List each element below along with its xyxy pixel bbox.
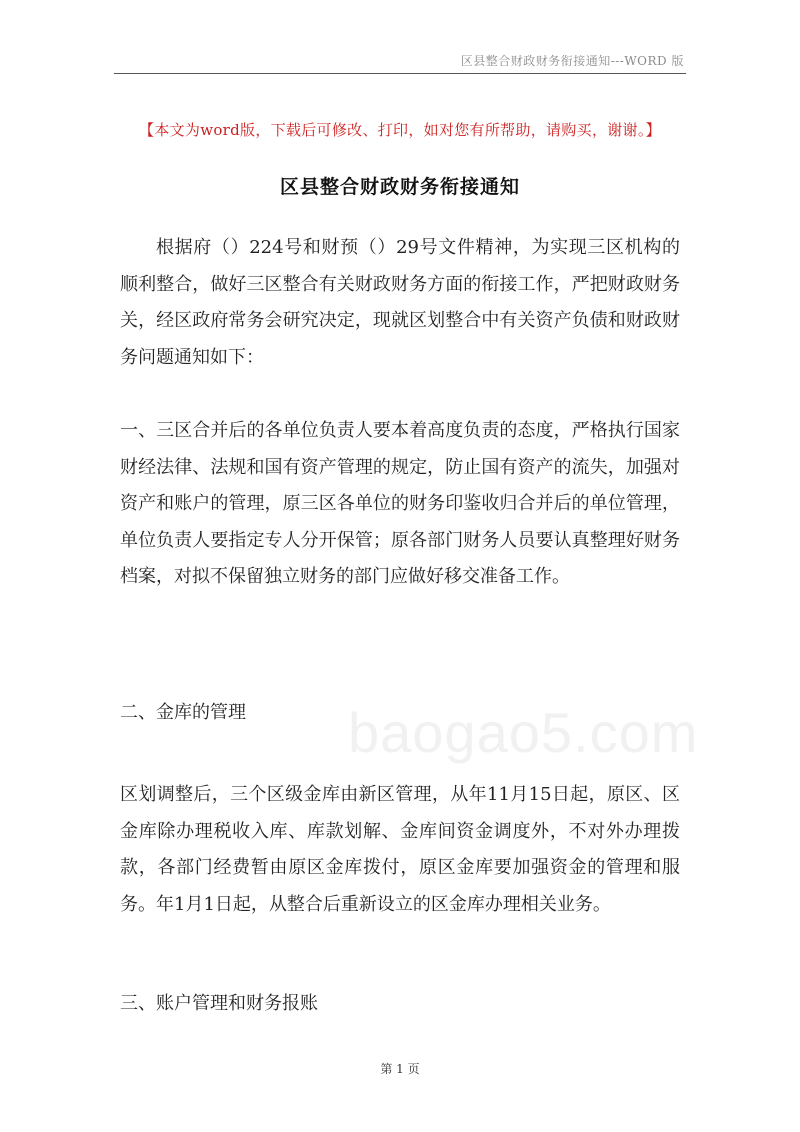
- paragraph-section-2: 区划调整后，三个区级金库由新区管理，从年11月15日起，原区、区金库除办理税收入库、库款划解、金库间资金调度外，不对外办理拨款，各部门经费暂由原区金库拨付，原区金库要加强资金的管理和服务。年1月1日起，从整合后重新设立的区金库办理相关业务。: [120, 784, 680, 915]
- page-number: 第 1 页: [380, 1062, 420, 1076]
- heading-section-3-block: [120, 986, 680, 1023]
- paragraph-intro-block: [120, 230, 680, 376]
- paragraph-section-1-block: [120, 413, 680, 596]
- heading-section-2-block: [120, 695, 680, 732]
- heading-section-2: 二、金库的管理: [120, 702, 246, 723]
- heading-section-3: 三、账户管理和财务报账: [120, 993, 318, 1014]
- watermark: baogao5.com: [348, 701, 699, 764]
- purchase-notice: 【本文为word版，下载后可修改、打印，如对您有所帮助，请购买，谢谢。】: [139, 121, 661, 139]
- paragraph-intro: 根据府（）224号和财预（）29号文件精神，为实现三区机构的顺利整合，做好三区整合有关财政财务方面的衔接工作，严把财政财务关，经区政府常务会研究决定，现就区划整合中有关资产负债和财政财务问题通知如下：: [120, 237, 680, 368]
- header-divider: [114, 73, 686, 74]
- document-title: 区县整合财政财务衔接通知: [279, 176, 520, 198]
- running-header: 区县整合财政财务衔接通知---WORD 版: [460, 54, 684, 68]
- paragraph-section-2-block: [120, 777, 680, 923]
- paragraph-section-1: 一、三区合并后的各单位负责人要本着高度负责的态度，严格执行国家财经法律、法规和国有资产管理的规定，防止国有资产的流失，加强对资产和账户的管理，原三区各单位的财务印鉴收归合并后的单位管理，单位负责人要指定专人分开保管；原各部门财务人员要认真整理好财务档案，对拟不保留独立财务的部门应做好移交准备工作。: [120, 420, 680, 587]
